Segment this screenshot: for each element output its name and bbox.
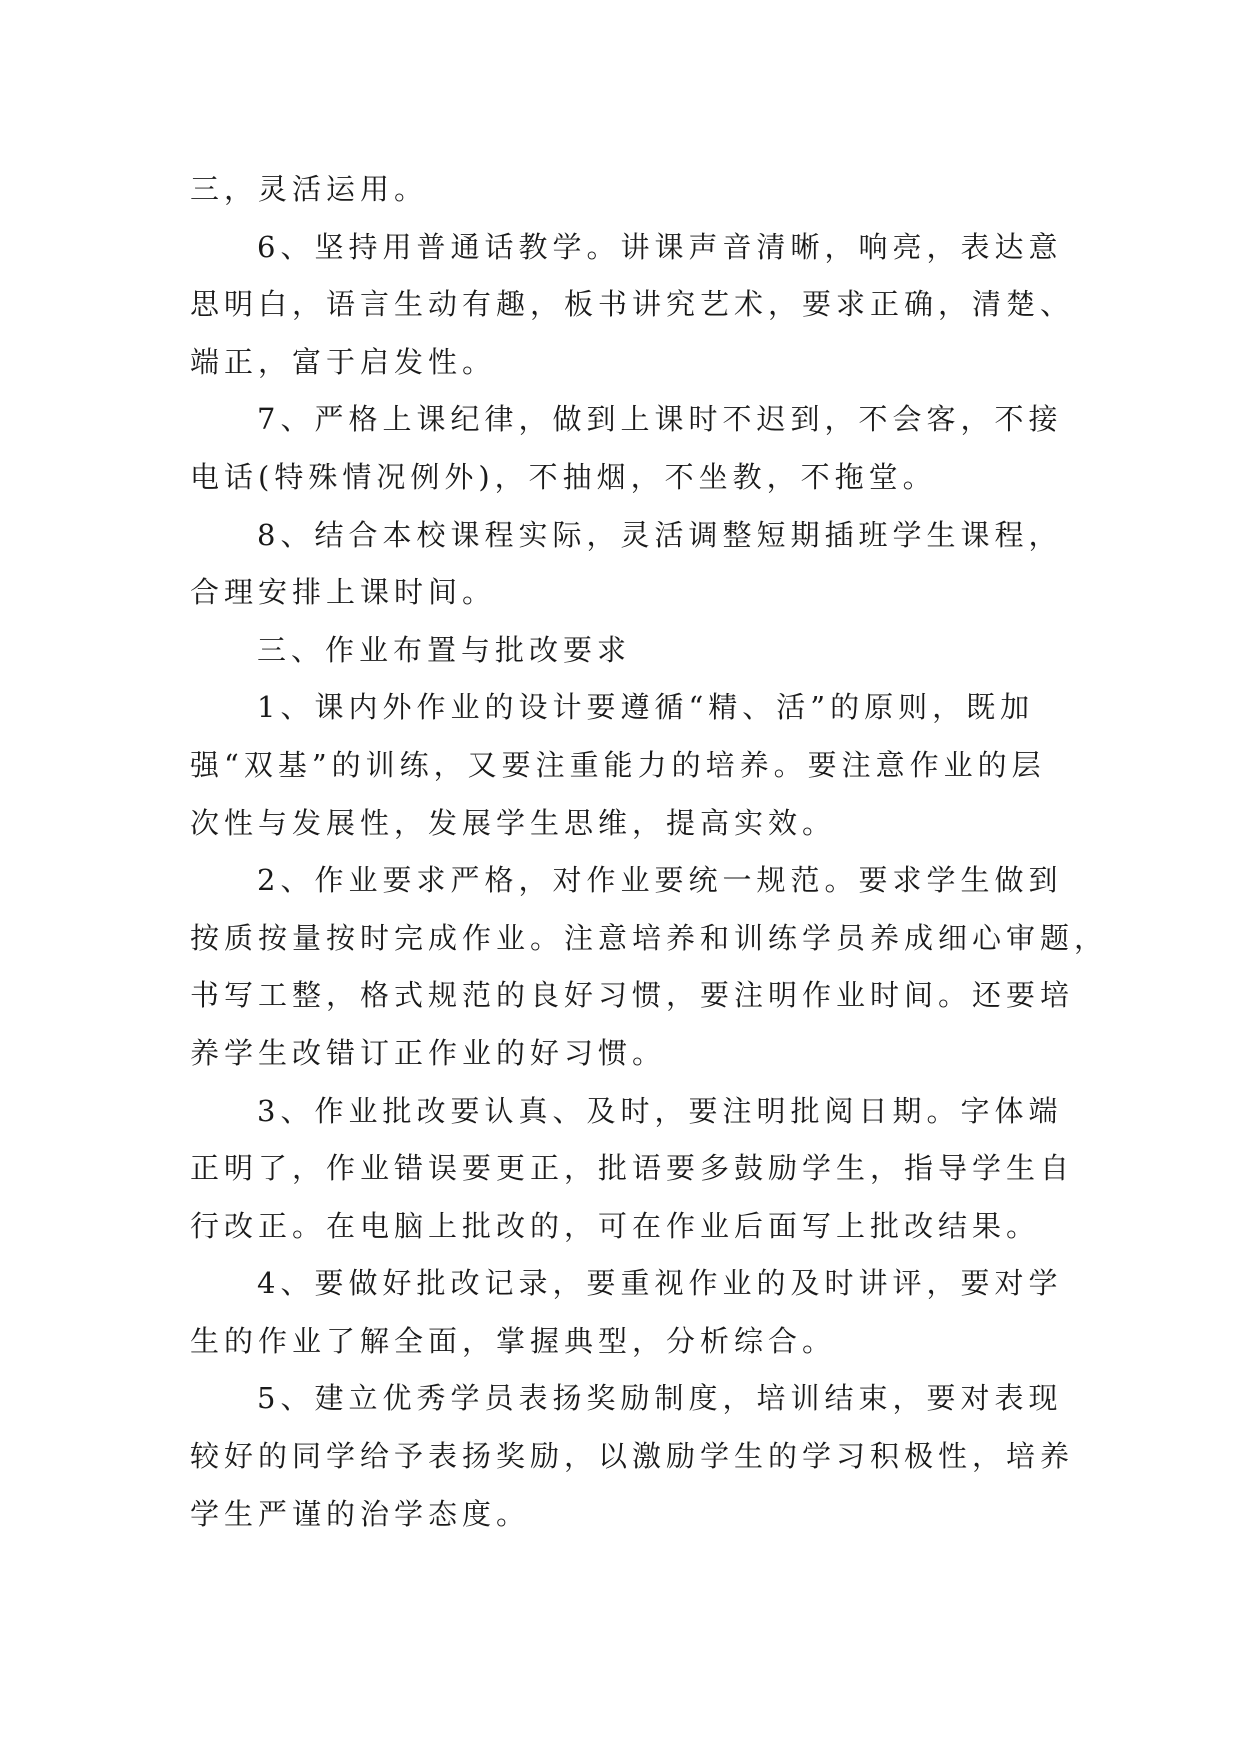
text-line: 养学生改错订正作业的好习惯。	[190, 1035, 667, 1070]
text-line: 8、结合本校课程实际，灵活调整短期插班学生课程，	[257, 517, 1063, 552]
text-line: 三，灵活运用。	[190, 172, 429, 206]
text-line: 按质按量按时完成作业。注意培养和训练学员养成细心审题，	[190, 920, 1109, 955]
text-line: 次性与发展性，发展学生思维，提高实效。	[190, 805, 837, 840]
text-line: 正明了，作业错误要更正，批语要多鼓励学生，指导学生自	[190, 1151, 1075, 1186]
text-line: 思明白，语言生动有趣，板书讲究艺术，要求正确，清楚、	[190, 287, 1075, 322]
text-line: 书写工整，格式规范的良好习惯，要注明作业时间。还要培	[190, 978, 1075, 1013]
text-line: 3、作业批改要认真、及时，要注明批阅日期。字体端	[257, 1093, 1063, 1128]
text-line: 端正，富于启发性。	[190, 344, 497, 379]
text-line: 4、要做好批改记录，要重视作业的及时讲评，要对学	[257, 1266, 1063, 1301]
text-line: 2、作业要求严格，对作业要统一规范。要求学生做到	[257, 863, 1063, 898]
text-line: 7、严格上课纪律，做到上课时不迟到，不会客，不接	[257, 402, 1063, 437]
document-body	[190, 161, 1109, 1543]
text-line: 学生严谨的治学态度。	[190, 1496, 531, 1531]
text-line: 较好的同学给予表扬奖励，以激励学生的学习积极性，培养	[190, 1439, 1075, 1474]
text-line: 生的作业了解全面，掌握典型，分析综合。	[190, 1323, 837, 1358]
text-line: 行改正。在电脑上批改的，可在作业后面写上批改结果。	[190, 1208, 1041, 1243]
text-line: 1、课内外作业的设计要遵循“精、活”的原则，既加	[257, 690, 1035, 725]
text-line: 6、坚持用普通话教学。讲课声音清晰，响亮，表达意	[257, 229, 1063, 264]
text-line: 合理安排上课时间。	[190, 575, 497, 610]
text-line: 电话(特殊情况例外)，不抽烟，不坐教，不拖堂。	[190, 459, 937, 494]
text-line: 5、建立优秀学员表扬奖励制度，培训结束，要对表现	[257, 1381, 1063, 1416]
section-heading: 三、作业布置与批改要求	[257, 632, 632, 667]
text-line: 强“双基”的训练，又要注重能力的培养。要注意作业的层	[190, 747, 1046, 782]
